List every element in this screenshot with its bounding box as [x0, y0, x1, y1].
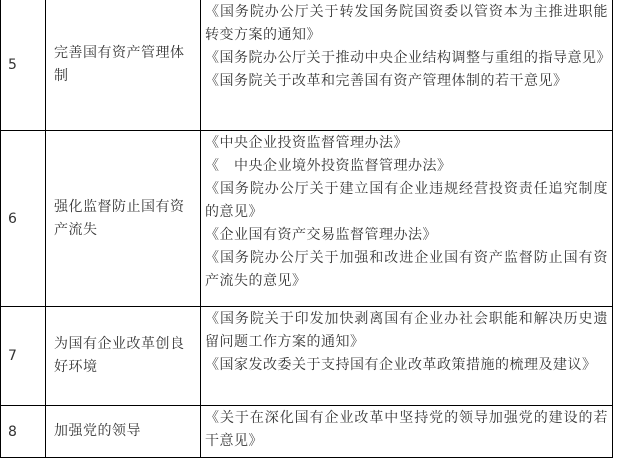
table-row [1, 307, 613, 406]
row-number: 6 [1, 131, 46, 307]
row-category: 加强党的领导 [46, 406, 201, 458]
document-title: 《国务院办公厅关于建立国有企业违规经营投资责任追究制度的意见》 [205, 181, 608, 220]
row-number: 5 [1, 0, 46, 131]
document-title: 《国务院办公厅关于转发国务院国资委以管资本为主推进职能转变方案的通知》 [205, 4, 608, 43]
document-title: 《国家发改委关于支持国有企业改革政策措施的梳理及建议》 [205, 357, 597, 373]
row-number: 7 [1, 307, 46, 406]
document-title: 《国务院办公厅关于加强和改进企业国有资产监督防止国有资产流失的意见》 [205, 250, 608, 289]
row-documents [201, 131, 613, 307]
document-title: 《 中央企业境外投资监督管理办法》 [205, 158, 452, 174]
row-category: 完善国有资产管理体制 [46, 0, 201, 131]
table-row [1, 406, 613, 458]
document-title: 《国务院关于印发加快剥离国有企业办社会职能和解决历史遗留问题工作方案的通知》 [205, 311, 608, 350]
document-title: 《企业国有资产交易监督管理办法》 [205, 227, 437, 243]
document-title: 《国务院关于改革和完善国有资产管理体制的若干意见》 [205, 73, 568, 89]
row-number: 8 [1, 406, 46, 458]
row-documents [201, 406, 613, 458]
table-row [1, 0, 613, 131]
document-title: 《中央企业投资监督管理办法》 [205, 135, 408, 151]
row-documents [201, 307, 613, 406]
table-row [1, 131, 613, 307]
row-category: 为国有企业改革创良好环境 [46, 307, 201, 406]
document-title: 《关于在深化国有企业改革中坚持党的领导加强党的建设的若干意见》 [205, 410, 608, 449]
row-category: 强化监督防止国有资产流失 [46, 131, 201, 307]
row-documents [201, 0, 613, 131]
document-title: 《国务院办公厅关于推动中央企业结构调整与重组的指导意见》 [205, 50, 611, 66]
